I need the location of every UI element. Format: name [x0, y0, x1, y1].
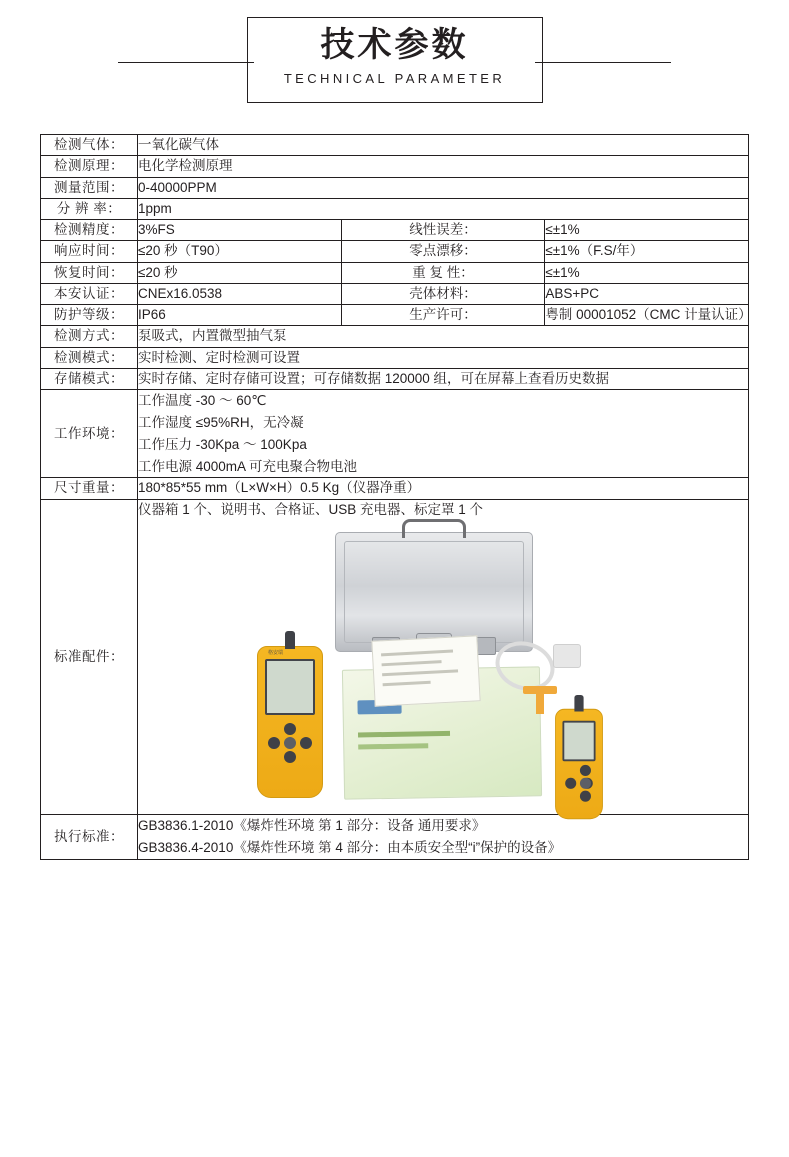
row-value-secondary: ≤±1% [545, 262, 749, 283]
row-value: 180*85*55 mm（L×W×H）0.5 Kg（仪器净重） [138, 478, 749, 499]
row-label: 检测模式： [41, 347, 138, 368]
table-row [41, 198, 749, 219]
row-value-secondary: 粤制 00001052（CMC 计量认证） [545, 305, 749, 326]
table-row [41, 262, 749, 283]
sheet-line [383, 681, 431, 687]
environment-cell [138, 390, 749, 478]
table-row [41, 478, 749, 499]
row-label: 工作环境： [41, 390, 138, 478]
sheet-line [381, 649, 453, 656]
table-row [41, 326, 749, 347]
row-label-secondary: 壳体材料： [341, 283, 545, 304]
manual-text-bar [358, 731, 450, 738]
header-rule-left [118, 62, 254, 63]
table-row-environment [41, 390, 749, 478]
row-value: ≤20 秒 [138, 262, 342, 283]
handheld-detector-icon [257, 646, 323, 798]
environment-line: 工作温度 -30 ～ 60℃ [138, 393, 267, 408]
table-row [41, 241, 749, 262]
row-value: 1ppm [138, 198, 749, 219]
row-label: 执行标准： [41, 814, 138, 859]
product-accessories-photo [223, 526, 663, 808]
row-value: 一氧化碳气体 [138, 135, 749, 156]
table-row [41, 368, 749, 389]
table-row [41, 177, 749, 198]
row-label: 存储模式： [41, 368, 138, 389]
handheld-detector-secondary-icon [555, 709, 603, 819]
row-label: 检测原理： [41, 156, 138, 177]
accessories-cell [138, 499, 749, 814]
row-label-secondary: 重 复 性： [341, 262, 545, 283]
row-label: 分 辨 率： [41, 198, 138, 219]
row-label: 测量范围： [41, 177, 138, 198]
standards-cell [138, 814, 749, 859]
page-header [0, 0, 789, 120]
row-label: 检测气体： [41, 135, 138, 156]
row-value: 0-40000PPM [138, 177, 749, 198]
row-label: 防护等级： [41, 305, 138, 326]
table-row [41, 220, 749, 241]
certificate-sheet-icon [371, 635, 480, 706]
standard-line: GB3836.4-2010《爆炸性环境 第 4 部分：由本质安全型“i”保护的设备》 [138, 839, 562, 855]
detector-screen [265, 659, 315, 715]
row-value: 3%FS [138, 220, 342, 241]
environment-line: 工作电源 4000mA 可充电聚合物电池 [138, 458, 358, 474]
row-value: IP66 [138, 305, 342, 326]
manual-text-bar [358, 743, 428, 749]
environment-line: 工作压力 -30Kpa ～ 100Kpa [138, 436, 307, 452]
row-label: 响应时间： [41, 241, 138, 262]
row-label: 本安认证： [41, 283, 138, 304]
table-row [41, 305, 749, 326]
row-label-secondary: 零点漂移： [341, 241, 545, 262]
detector-key [580, 791, 591, 802]
detector-probe-icon [574, 695, 583, 712]
detector-key [284, 751, 296, 763]
accessories-text: 仪器箱 1 个、说明书、合格证、USB 充电器、标定罩 1 个 [138, 501, 484, 517]
row-label-secondary: 线性误差： [341, 220, 545, 241]
sheet-line [382, 660, 442, 666]
row-label: 恢复时间： [41, 262, 138, 283]
row-value: ≤20 秒（T90） [138, 241, 342, 262]
sheet-line [382, 669, 458, 676]
detector-key [284, 723, 296, 735]
detector-key [284, 737, 296, 749]
detector-keypad [565, 765, 593, 809]
row-value-secondary: ≤±1% [545, 220, 749, 241]
row-value: 电化学检测原理 [138, 156, 749, 177]
row-value: 实时检测、定时检测可设置 [138, 347, 749, 368]
row-value: CNEx16.0538 [138, 283, 342, 304]
row-label-secondary: 生产许可： [341, 305, 545, 326]
case-handle-icon [402, 519, 466, 538]
standard-line: GB3836.1-2010《爆炸性环境 第 1 部分：设备 通用要求》 [138, 817, 486, 833]
row-label: 检测精度： [41, 220, 138, 241]
row-label: 检测方式： [41, 326, 138, 347]
detector-screen [562, 721, 595, 761]
detector-key [580, 778, 591, 789]
table-row [41, 135, 749, 156]
spec-table [40, 134, 752, 860]
page-title: 技术参数 [315, 28, 475, 64]
environment-line: 工作湿度 ≤95%RH，无冷凝 [138, 414, 304, 430]
table-row-accessories [41, 499, 749, 814]
table-row [41, 347, 749, 368]
detector-key [565, 778, 576, 789]
row-value-secondary: ≤±1%（F.S/年） [545, 241, 749, 262]
spec-table-wrap [40, 134, 752, 860]
detector-key [268, 737, 280, 749]
detector-probe-icon [285, 631, 295, 649]
row-value-secondary: ABS+PC [545, 283, 749, 304]
header-box [247, 17, 543, 103]
row-value: 实时存储、定时存储可设置；可存储数据 120000 组，可在屏幕上查看历史数据 [138, 368, 749, 389]
detector-key [300, 737, 312, 749]
calibration-cap-icon [523, 686, 557, 694]
detector-brand-label: 格安瑞 [268, 649, 284, 656]
table-row-standards [41, 814, 749, 859]
row-label: 标准配件： [41, 499, 138, 814]
header-rule-right [535, 62, 671, 63]
table-row [41, 283, 749, 304]
detector-key [580, 765, 591, 776]
row-value: 泵吸式，内置微型抽气泵 [138, 326, 749, 347]
detector-keypad [268, 723, 312, 771]
aluminum-case-icon [335, 532, 533, 652]
row-label: 尺寸重量： [41, 478, 138, 499]
usb-charger-icon [553, 644, 581, 668]
table-row [41, 156, 749, 177]
page-subtitle: TECHNICAL PARAMETER [283, 71, 506, 87]
